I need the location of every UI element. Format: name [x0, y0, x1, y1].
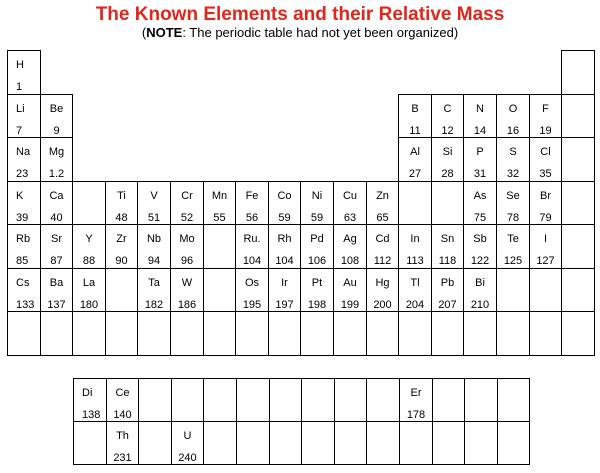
element-symbol: Y: [85, 233, 93, 245]
element-cell-ru: [235, 224, 269, 269]
empty-element-cell: [170, 311, 204, 356]
empty-element-cell: [463, 311, 497, 356]
element-cell-nb: [137, 224, 171, 269]
empty-element-cell: [432, 421, 465, 465]
element-symbol: Te: [507, 233, 519, 245]
element-cell-di: [73, 378, 107, 422]
element-mass: 240: [178, 452, 197, 464]
element-mass: 199: [340, 299, 360, 311]
element-mass: 7: [16, 125, 23, 137]
element-mass: 104: [242, 255, 262, 267]
element-mass: 32: [506, 168, 520, 180]
element-mass: 122: [470, 255, 490, 267]
element-cell-w: [170, 268, 204, 312]
empty-element-cell: [431, 311, 464, 356]
element-mass: 40: [50, 212, 63, 224]
element-symbol: Rb: [16, 233, 31, 245]
element-symbol: W: [181, 277, 193, 289]
element-symbol: Sr: [51, 233, 62, 245]
element-symbol: V: [150, 190, 158, 202]
subtitle-text: : The periodic table had not yet been organized): [182, 25, 459, 40]
empty-element-cell: [7, 311, 41, 356]
element-mass: 198: [307, 299, 327, 311]
element-cell-as: [463, 181, 497, 225]
element-cell-na: [7, 137, 41, 182]
empty-element-cell: [138, 378, 172, 422]
element-mass: 59: [310, 212, 324, 224]
empty-element-cell: [203, 311, 236, 356]
element-mass: 28: [441, 168, 454, 180]
element-symbol: Nb: [146, 233, 162, 245]
element-cell-au: [333, 268, 367, 312]
empty-element-cell: [235, 311, 269, 356]
empty-element-cell: [334, 421, 367, 465]
element-mass: 90: [115, 255, 128, 267]
element-mass: 19: [539, 125, 552, 137]
empty-element-cell: [496, 268, 530, 312]
empty-element-cell: [366, 378, 400, 422]
element-cell-li: [7, 94, 41, 138]
element-mass: 39: [16, 212, 29, 224]
empty-element-cell: [561, 268, 595, 312]
element-cell-in: [398, 224, 432, 269]
subtitle-open: (: [141, 25, 147, 40]
element-symbol: S: [509, 146, 517, 158]
element-symbol: Ru.: [243, 233, 261, 245]
element-symbol: K: [16, 190, 24, 202]
empty-element-cell: [464, 421, 498, 465]
element-symbol: Zn: [376, 190, 389, 202]
element-symbol: Pb: [440, 277, 455, 289]
element-symbol: In: [410, 233, 420, 245]
empty-element-cell: [398, 311, 432, 356]
page-subtitle: [0, 25, 600, 41]
element-cell-mo: [170, 224, 204, 269]
empty-element-cell: [137, 311, 171, 356]
element-symbol: Co: [277, 190, 292, 202]
element-cell-sr: [40, 224, 73, 269]
empty-element-cell: [398, 181, 432, 225]
empty-element-cell: [40, 311, 73, 356]
element-cell-fe: [235, 181, 269, 225]
element-symbol: Ag: [343, 233, 357, 245]
empty-element-cell: [203, 378, 237, 422]
element-cell-pb: [431, 268, 464, 312]
empty-element-cell: [301, 421, 335, 465]
element-symbol: Br: [540, 190, 551, 202]
element-symbol: La: [82, 277, 96, 289]
element-mass: 127: [536, 255, 555, 267]
element-mass: 197: [275, 299, 294, 311]
element-cell-br: [529, 181, 562, 225]
element-mass: 178: [406, 409, 426, 421]
element-mass: 133: [16, 299, 35, 311]
element-symbol: Sb: [473, 233, 487, 245]
element-mass: 87: [50, 255, 63, 267]
empty-element-cell: [203, 224, 236, 269]
element-cell-mn: [203, 181, 236, 225]
element-symbol: Tl: [410, 277, 420, 289]
element-symbol: P: [476, 146, 484, 158]
element-cell-be: [40, 94, 73, 138]
element-symbol: C: [443, 103, 452, 115]
element-symbol: Cs: [16, 277, 30, 289]
element-mass: 79: [539, 212, 552, 224]
element-cell-ag: [333, 224, 367, 269]
element-symbol: Ir: [281, 277, 288, 289]
element-cell-u: [171, 421, 204, 465]
element-symbol: Si: [442, 146, 453, 158]
element-mass: 113: [406, 255, 424, 267]
element-mass: 180: [79, 299, 99, 311]
empty-element-cell: [561, 137, 595, 182]
element-mass: 108: [340, 255, 360, 267]
element-mass: 182: [144, 299, 164, 311]
element-cell-o: [496, 94, 530, 138]
empty-element-cell: [236, 421, 270, 465]
empty-element-cell: [497, 421, 530, 465]
element-cell-co: [268, 181, 301, 225]
element-cell-h: [7, 50, 41, 95]
element-symbol: Ni: [311, 190, 323, 202]
element-mass: 231: [113, 452, 132, 464]
page-title: The Known Elements and their Relative Mass: [95, 4, 505, 25]
element-mass: 125: [503, 255, 523, 267]
empty-element-cell: [366, 421, 400, 465]
element-cell-pd: [300, 224, 334, 269]
element-cell-cr: [170, 181, 204, 225]
element-symbol: Os: [244, 277, 260, 289]
element-cell-os: [235, 268, 269, 312]
element-mass: 35: [539, 168, 552, 180]
element-mass: 195: [242, 299, 262, 311]
empty-element-cell: [529, 311, 562, 356]
element-symbol: Cl: [540, 146, 551, 158]
element-symbol: Zr: [116, 233, 127, 245]
empty-element-cell: [72, 181, 106, 225]
empty-element-cell: [561, 224, 595, 269]
element-cell-rh: [268, 224, 301, 269]
element-mass: 118: [438, 255, 457, 267]
element-mass: 65: [376, 212, 389, 224]
element-cell-v: [137, 181, 171, 225]
element-symbol: Pt: [311, 277, 323, 289]
element-symbol: Fe: [245, 190, 259, 202]
element-symbol: Pd: [310, 233, 324, 245]
element-cell-al: [398, 137, 432, 182]
element-cell-cu: [333, 181, 367, 225]
subtitle-note-label: NOTE: [146, 25, 183, 40]
element-cell-ta: [137, 268, 171, 312]
element-cell-si: [431, 137, 464, 182]
empty-element-cell: [431, 181, 464, 225]
element-cell-sb: [463, 224, 497, 269]
element-cell-se: [496, 181, 530, 225]
element-mass: 1.2: [48, 168, 65, 180]
empty-element-cell: [236, 378, 270, 422]
element-cell-te: [496, 224, 530, 269]
empty-element-cell: [203, 268, 236, 312]
element-symbol: Mn: [211, 190, 228, 202]
element-cell-y: [72, 224, 106, 269]
empty-element-cell: [73, 421, 107, 465]
element-cell-th: [106, 421, 139, 465]
element-symbol: F: [542, 103, 549, 115]
empty-element-cell: [269, 378, 302, 422]
empty-element-cell: [72, 311, 106, 356]
element-cell-rb: [7, 224, 41, 269]
element-cell-k: [7, 181, 41, 225]
element-cell-zn: [366, 181, 399, 225]
empty-element-cell: [497, 378, 530, 422]
element-symbol: Li: [16, 103, 25, 115]
element-mass: 1: [16, 81, 23, 93]
empty-element-cell: [269, 421, 302, 465]
element-mass: 137: [47, 299, 66, 311]
element-symbol: B: [411, 103, 419, 115]
empty-element-cell: [561, 94, 595, 138]
empty-element-cell: [268, 311, 301, 356]
element-cell-ce: [106, 378, 139, 422]
element-mass: 52: [180, 212, 194, 224]
element-symbol: U: [183, 430, 192, 442]
empty-element-cell: [529, 268, 562, 312]
element-cell-i: [529, 224, 562, 269]
element-cell-f: [529, 94, 562, 138]
element-mass: 31: [473, 168, 487, 180]
element-symbol: Er: [410, 387, 422, 399]
empty-element-cell: [334, 378, 367, 422]
element-symbol: Rh: [277, 233, 292, 245]
empty-element-cell: [366, 311, 399, 356]
element-symbol: N: [476, 103, 484, 115]
element-cell-ir: [268, 268, 301, 312]
empty-element-cell: [432, 378, 465, 422]
element-symbol: O: [508, 103, 518, 115]
element-mass: 14: [473, 125, 487, 137]
element-mass: 12: [441, 125, 454, 137]
element-mass: 104: [275, 255, 294, 267]
empty-element-cell: [561, 311, 595, 356]
element-cell-er: [399, 378, 433, 422]
element-symbol: Se: [506, 190, 520, 202]
element-cell-bi: [463, 268, 497, 312]
element-mass: 16: [506, 125, 520, 137]
element-symbol: Bi: [475, 277, 485, 289]
element-cell-cs: [7, 268, 41, 312]
element-mass: 96: [180, 255, 194, 267]
element-symbol: Al: [410, 146, 420, 158]
element-mass: 27: [408, 168, 422, 180]
element-mass: 63: [343, 212, 357, 224]
element-symbol: Th: [116, 430, 129, 442]
empty-element-cell: [301, 378, 335, 422]
element-cell-zr: [105, 224, 138, 269]
empty-element-cell: [203, 421, 237, 465]
element-symbol: Na: [16, 146, 31, 158]
element-mass: 207: [438, 299, 457, 311]
element-symbol: Mo: [179, 233, 195, 245]
empty-element-cell: [464, 378, 498, 422]
element-symbol: Ti: [117, 190, 126, 202]
element-symbol: Be: [49, 103, 64, 115]
element-cell-pt: [300, 268, 334, 312]
element-cell-ti: [105, 181, 138, 225]
element-mass: 48: [115, 212, 128, 224]
element-mass: 200: [373, 299, 392, 311]
empty-element-cell: [496, 311, 530, 356]
element-mass: 210: [470, 299, 490, 311]
element-symbol: Ce: [115, 387, 130, 399]
element-cell-p: [463, 137, 497, 182]
element-mass: 55: [213, 212, 226, 224]
element-cell-b: [398, 94, 432, 138]
element-cell-ni: [300, 181, 334, 225]
element-symbol: Au: [343, 277, 357, 289]
element-symbol: As: [473, 190, 487, 202]
element-symbol: I: [543, 233, 548, 245]
element-mass: 23: [16, 168, 29, 180]
element-mass: 9: [53, 125, 60, 137]
empty-element-cell: [561, 50, 595, 95]
element-symbol: Cr: [181, 190, 193, 202]
element-symbol: Cd: [375, 233, 390, 245]
element-mass: 140: [113, 409, 132, 421]
element-symbol: Ca: [49, 190, 64, 202]
element-symbol: Cu: [342, 190, 358, 202]
element-mass: 204: [405, 299, 425, 311]
element-symbol: H: [16, 59, 24, 71]
element-symbol: Sn: [440, 233, 455, 245]
element-symbol: Hg: [375, 277, 390, 289]
element-mass: 11: [409, 125, 421, 137]
element-cell-tl: [398, 268, 432, 312]
empty-element-cell: [300, 311, 334, 356]
element-mass: 85: [16, 255, 29, 267]
element-symbol: Ta: [148, 277, 160, 289]
element-cell-n: [463, 94, 497, 138]
element-cell-ca: [40, 181, 73, 225]
empty-element-cell: [561, 181, 595, 225]
element-mass: 51: [147, 212, 161, 224]
element-mass: 106: [307, 255, 327, 267]
element-cell-hg: [366, 268, 399, 312]
element-cell-cd: [366, 224, 399, 269]
element-mass: 138: [82, 409, 101, 421]
element-mass: 94: [147, 255, 161, 267]
empty-element-cell: [138, 421, 172, 465]
element-symbol: Di: [82, 387, 93, 399]
element-cell-la: [72, 268, 106, 312]
empty-element-cell: [333, 311, 367, 356]
element-mass: 112: [373, 255, 392, 267]
element-cell-cl: [529, 137, 562, 182]
empty-element-cell: [105, 268, 138, 312]
element-cell-sn: [431, 224, 464, 269]
empty-element-cell: [399, 421, 433, 465]
element-mass: 56: [245, 212, 259, 224]
element-mass: 59: [278, 212, 291, 224]
element-mass: 88: [82, 255, 96, 267]
element-cell-ba: [40, 268, 73, 312]
element-cell-c: [431, 94, 464, 138]
element-mass: 186: [177, 299, 197, 311]
empty-element-cell: [105, 311, 138, 356]
element-cell-s: [496, 137, 530, 182]
empty-element-cell: [171, 378, 204, 422]
element-mass: 78: [506, 212, 520, 224]
element-symbol: Ba: [49, 277, 64, 289]
element-symbol: Mg: [48, 146, 65, 158]
element-cell-mg: [40, 137, 73, 182]
element-mass: 75: [473, 212, 487, 224]
